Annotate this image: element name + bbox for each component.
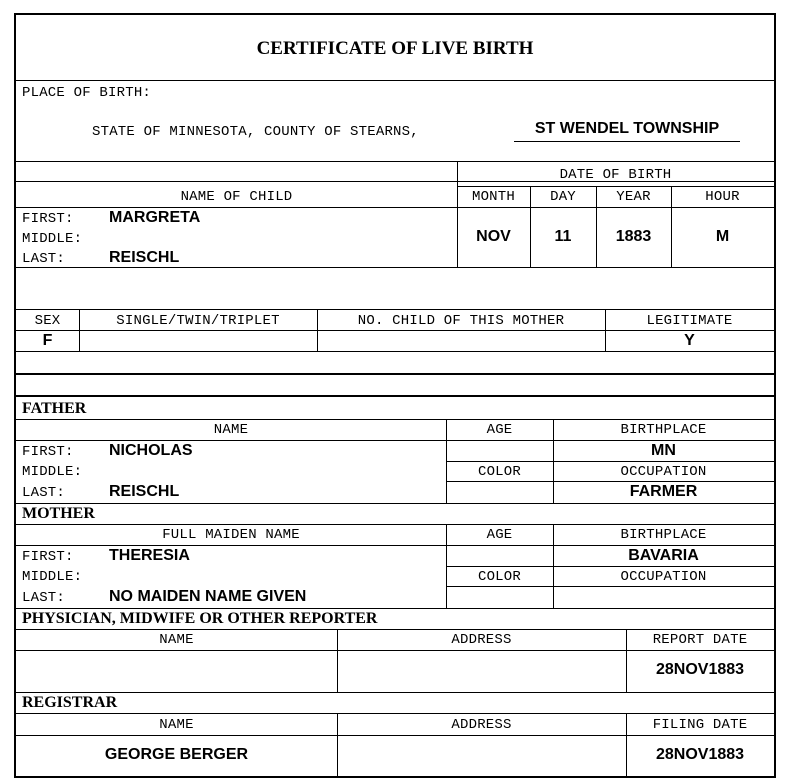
birth-day: 11 <box>554 228 572 245</box>
birth-year: 1883 <box>615 228 652 245</box>
father-age-label: AGE <box>486 422 513 438</box>
mother-occupation-label: OCCUPATION <box>620 569 707 585</box>
mother-middle-label: MIDDLE: <box>22 569 83 585</box>
name-of-child-header: NAME OF CHILD <box>180 189 293 205</box>
rule <box>446 481 774 482</box>
month-label: MONTH <box>471 189 515 205</box>
rule <box>16 503 774 504</box>
child-middle-label: MIDDLE: <box>22 231 83 247</box>
rule <box>16 608 774 609</box>
mother-birthplace: BAVARIA <box>628 547 699 564</box>
filing-date-label: FILING DATE <box>652 717 748 733</box>
mother-last-label: LAST: <box>22 590 66 606</box>
registrar-section-label: REGISTRAR <box>22 694 118 711</box>
rule <box>16 440 774 441</box>
physician-name-label: NAME <box>159 632 194 648</box>
thick-rule <box>16 395 774 397</box>
mother-last-name: NO MAIDEN NAME GIVEN <box>109 588 307 605</box>
mother-birthplace-label: BIRTHPLACE <box>620 527 707 543</box>
hour-label: HOUR <box>705 189 740 205</box>
father-last-name: REISCHL <box>109 483 180 500</box>
father-color-label: COLOR <box>477 464 521 480</box>
township-underline <box>514 141 740 142</box>
father-occupation-label: OCCUPATION <box>620 464 707 480</box>
father-birthplace-label: BIRTHPLACE <box>620 422 707 438</box>
rule <box>16 629 774 630</box>
rule <box>16 80 774 81</box>
rule <box>457 186 774 187</box>
father-birthplace: MN <box>651 442 676 459</box>
mother-first-label: FIRST: <box>22 549 74 565</box>
child-last-label: LAST: <box>22 251 66 267</box>
rule <box>446 586 774 587</box>
mother-section-label: MOTHER <box>22 505 95 522</box>
rule <box>16 524 774 525</box>
child-last-name: REISCHL <box>109 249 180 266</box>
legitimate-value: Y <box>684 332 695 349</box>
sex-label: SEX <box>34 313 61 329</box>
rule <box>446 461 774 462</box>
rule <box>16 545 774 546</box>
rule <box>16 419 774 420</box>
report-date-label: REPORT DATE <box>652 632 748 648</box>
rule <box>16 267 774 268</box>
father-middle-label: MIDDLE: <box>22 464 83 480</box>
birth-hour: M <box>715 228 730 245</box>
page-title: CERTIFICATE OF LIVE BIRTH <box>256 38 534 59</box>
report-date: 28NOV1883 <box>655 661 745 678</box>
mother-color-label: COLOR <box>477 569 521 585</box>
child-first-name: MARGRETA <box>109 209 201 226</box>
place-of-birth-label: PLACE OF BIRTH: <box>22 85 152 101</box>
registrar-address-label: ADDRESS <box>451 717 512 733</box>
rule <box>16 713 774 714</box>
mother-name-header: FULL MAIDEN NAME <box>162 527 300 543</box>
year-label: YEAR <box>616 189 651 205</box>
plurality-label: SINGLE/TWIN/TRIPLET <box>116 313 280 329</box>
father-section-label: FATHER <box>22 400 87 417</box>
physician-address-label: ADDRESS <box>451 632 512 648</box>
state-county-text: STATE OF MINNESOTA, COUNTY OF STEARNS, <box>92 124 419 140</box>
rule <box>16 330 774 331</box>
rule <box>16 735 774 736</box>
rule <box>16 650 774 651</box>
mother-first-name: THERESIA <box>109 547 190 564</box>
thick-rule <box>16 373 774 375</box>
father-first-label: FIRST: <box>22 444 74 460</box>
physician-section-label: PHYSICIAN, MIDWIFE OR OTHER REPORTER <box>22 610 378 627</box>
birth-certificate <box>14 13 776 778</box>
township-value: ST WENDEL TOWNSHIP <box>534 120 720 137</box>
child-number-label: NO. CHILD OF THIS MOTHER <box>357 313 565 329</box>
date-of-birth-header: DATE OF BIRTH <box>559 167 672 183</box>
registrar-name-label: NAME <box>159 717 194 733</box>
rule <box>16 692 774 693</box>
day-label: DAY <box>550 189 576 205</box>
father-first-name: NICHOLAS <box>109 442 193 459</box>
father-occupation: FARMER <box>629 483 698 500</box>
birth-month: NOV <box>476 228 511 245</box>
sex-value: F <box>42 332 53 349</box>
father-last-label: LAST: <box>22 485 66 501</box>
rule <box>16 351 774 352</box>
registrar-name: GEORGE BERGER <box>104 746 249 763</box>
rule <box>16 309 774 310</box>
father-name-header: NAME <box>213 422 249 438</box>
legitimate-label: LEGITIMATE <box>646 313 733 329</box>
rule <box>16 161 774 162</box>
rule <box>16 207 774 208</box>
child-first-label: FIRST: <box>22 211 74 227</box>
filing-date: 28NOV1883 <box>655 746 745 763</box>
mother-age-label: AGE <box>486 527 513 543</box>
rule <box>446 566 774 567</box>
